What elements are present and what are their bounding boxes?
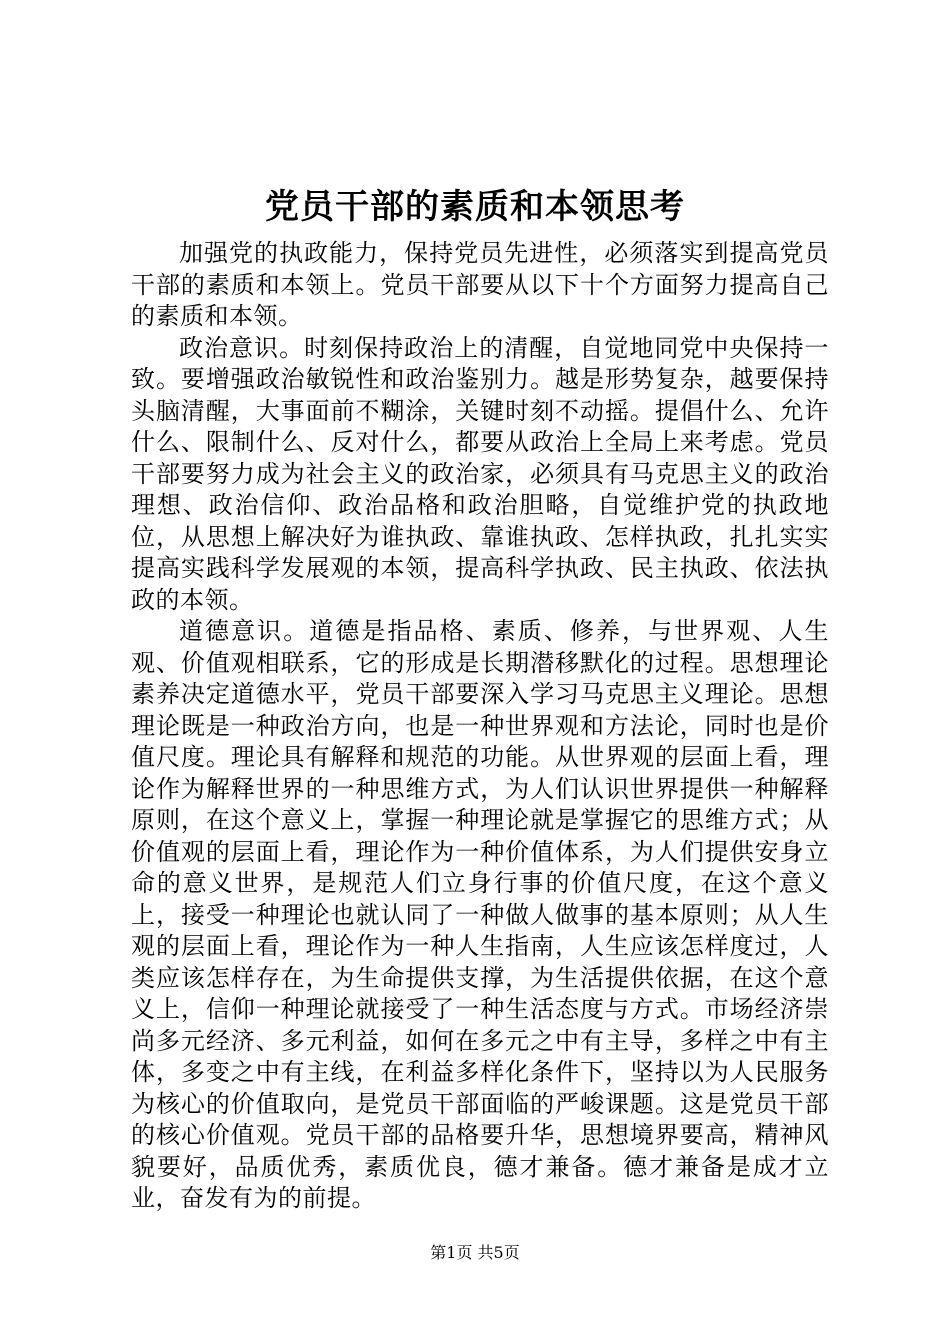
- paragraph-political-awareness: 政治意识。时刻保持政治上的清醒，自觉地同党中央保持一致。要增强政治敏锐性和政治鉴别力。越是形势复杂，越要保持头脑清醒，大事面前不糊涂，关键时刻不动摇。提倡什么、允许什么、限制什么、反对什么，都要从政治上全局上来考虑。党员干部要努力成为社会主义的政治家，必须具有马克思主义的政治理想、政治信仰、政治品格和政治胆略，自觉维护党的执政地位，从思想上解决好为谁执政、靠谁执政、怎样执政，扎扎实实提高实践科学发展观的本领，提高科学执政、民主执政、依法执政的本领。: [131, 333, 829, 614]
- page-footer: 第1页 共5页: [430, 1243, 520, 1262]
- paragraph-intro: 加强党的执政能力，保持党员先进性，必须落实到提高党员干部的素质和本领上。党员干部要从以下十个方面努力提高自己的素质和本领。: [131, 239, 829, 330]
- document-body: [131, 238, 829, 1215]
- document-title: 党员干部的素质和本领思考: [265, 187, 685, 227]
- paragraph-moral-awareness: 道德意识。道德是指品格、素质、修养，与世界观、人生观、价值观相联系，它的形成是长期潜移默化的过程。思想理论素养决定道德水平，党员干部要深入学习马克思主义理论。思想理论既是一种政治方向，也是一种世界观和方法论，同时也是价值尺度。理论具有解释和规范的功能。从世界观的层面上看，理论作为解释世界的一种思维方式，为人们认识世界提供一种解释原则，在这个意义上，掌握一种理论就是掌握它的思维方式；从价值观的层面上看，理论作为一种价值体系，为人们提供安身立命的意义世界，是规范人们立身行事的价值尺度，在这个意义上，接受一种理论也就认同了一种做人做事的基本原则；从人生观的层面上看，理论作为一种人生指南，人生应该怎样度过，人类应该怎样存在，为生命提供支撑，为生活提供依据，在这个意义上，信仰一种理论就接受了一种生活态度与方式。市场经济崇尚多元经济、多元利益，如何在多元之中有主导，多样之中有主体，多变之中有主线，在利益多样化条件下，坚持以为人民服务为核心的价值取向，是党员干部面临的严峻课题。这是党员干部的核心价值观。党员干部的品格要升华，思想境界要高，精神风貌要好，品质优秀，素质优良，德才兼备。德才兼备是成才立业，奋发有为的前提。: [131, 617, 829, 1212]
